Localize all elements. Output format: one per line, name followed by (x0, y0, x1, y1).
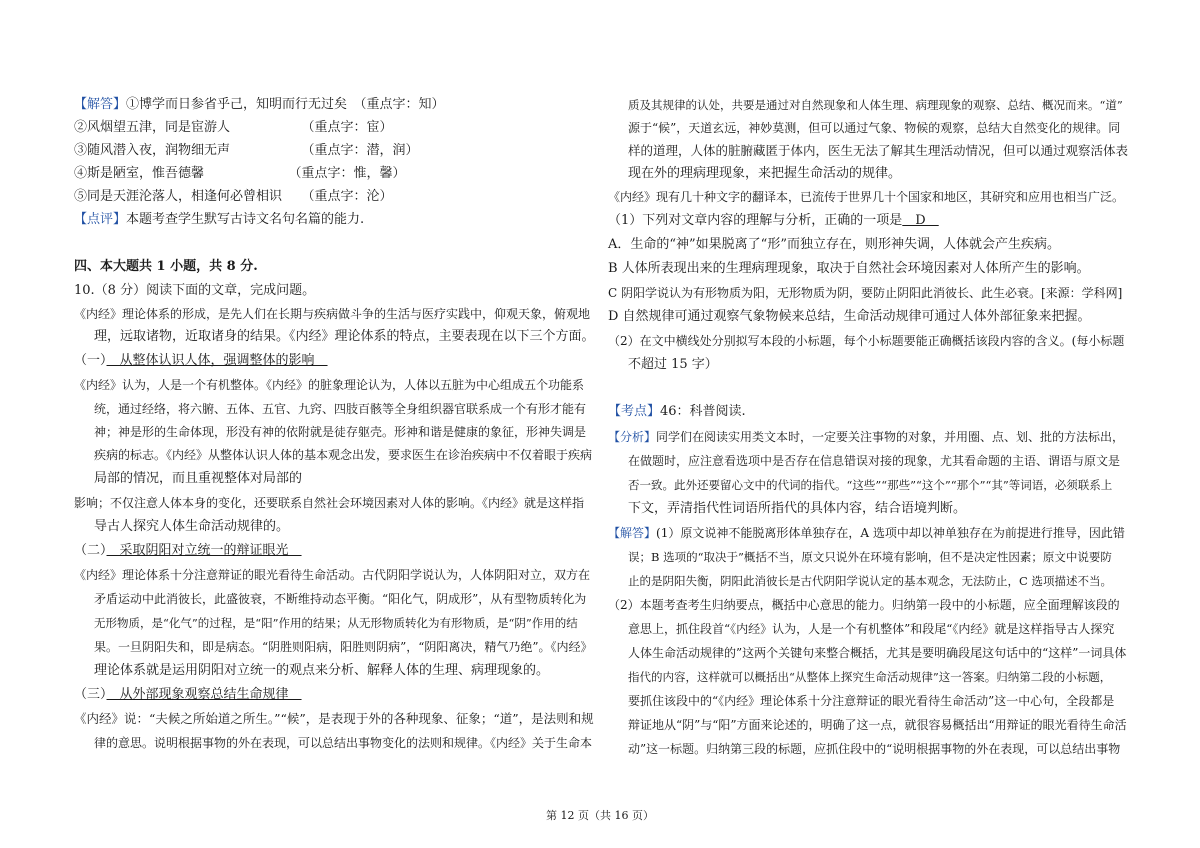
para2-line4: 疾病的标志。《内经》从整体认识人体的基本观念出发，要求医生在诊治疾病中不仅着眼于疾病 (94, 448, 593, 462)
para2-line1: 《内经》认为，人是一个有机整体。《内经》的脏象理论认为，人体以五脏为中心组成五个功能系 (74, 378, 585, 392)
solution-line-6: 人体生命活动规律的”这两个关键句来整合概括，尤其是要明确段尾这句话中的“这样”一词具体 (628, 646, 1127, 660)
analysis-line-4: 下文，弄清指代性词语所指代的具体内容，结合语境判断。 (628, 501, 967, 516)
cont-line-2: 源于“候”，天道玄远，神妙莫测，但可以通过气象、物候的观察，总结大自然变化的规律。同 (628, 121, 1121, 135)
comment-tag: 【点评】 (74, 212, 127, 227)
para1-line2: 理，远取诸物，近取诸身的结果。《内经》理论体系的特点，主要表现在以下三个方面。 (94, 329, 595, 344)
blank-2: 采取阴阳对立统一的辩证眼光 (106, 543, 302, 558)
para2-line6: 影响；不仅注意人体本身的变化，还要联系自然社会环境因素对人体的影响。《内经》就是这样指 (74, 496, 585, 510)
analysis-line-1: 【分析】同学们在阅读实用类文本时，一定要关注事物的对象，并用圈、点、划、批的方法标出， (608, 430, 1125, 444)
solution-line-1: 【解答】(1）原文说神不能脱离形体单独存在，A 选项中却以神单独存在为前提进行推导，因此错 (608, 526, 1125, 540)
option-a: A．生命的“神”如果脱离了“形”而独立存在，则形神失调，人体就会产生疾病。 (608, 237, 1060, 252)
para3-line1: 《内经》理论体系十分注意辩证的眼光看待生命活动。古代阴阳学说认为，人体阴阳对立，双方在 (74, 568, 591, 582)
option-b: B 人体所表现出来的生理病理现象，取决于自然社会环境因素对人体所产生的影响。 (608, 261, 1090, 276)
heading-1: （一） 从整体认识人体，强调整体的影响 (74, 353, 328, 368)
kaodian-line: 【考点】46：科普阅读. (608, 404, 746, 419)
answer-line-2: ②风烟望五津，同是宦游人 （重点字：宦） (74, 120, 393, 135)
para4-line2: 律的意思。说明根据事物的外在表现，可以总结出事物变化的法则和规律。《内经》关于生命本 (94, 736, 593, 750)
para3-line4: 果。一旦阴阳失和，即是病态。“阴胜则阳病，阳胜则阴病”，“阴阳离决，精气乃绝”。《内经》 (94, 640, 593, 654)
kaodian-tag: 【考点】 (608, 404, 661, 419)
blank-3: 从外部现象观察总结生命规律 (106, 687, 302, 702)
section-title: 四、本大题共 1 小题，共 8 分. (74, 259, 258, 274)
solution-line-8: 要抓住该段中的“《内经》理论体系十分注意辩证的眼光看待生命活动”这一中心句，全段都是 (628, 694, 1115, 708)
analysis-line-2: 在做题时，应注意看选项中是否存在信息错误对接的现象，尤其看命题的主语、谓语与原文是 (628, 454, 1121, 468)
solution-line-3: 止的是阴阳失衡，阴阳此消彼长是古代阴阳学说认定的基本观念，无法防止，C 选项描述不当。 (628, 574, 1112, 588)
answer-tag: 【解答】 (74, 97, 127, 112)
para3-line2: 矛盾运动中此消彼长，此盛彼衰，不断维持动态平衡。“阳化气，阴成形”，从有型物质转化为 (94, 592, 587, 606)
sub-question-2-line2: 不超过 15 字） (628, 357, 718, 372)
answer-line-5: ⑤同是天涯沦落人，相逢何必曾相识 （重点字：沦） (74, 189, 393, 204)
blank-1: 从整体认识人体，强调整体的影响 (106, 353, 328, 368)
solution-line-9: 辩证地从“阴”与“阳”方面来论述的，明确了这一点，就很容易概括出“用辩证的眼光看待生命活 (628, 718, 1127, 732)
answer-line-4: ④斯是陋室，惟吾德馨 （重点字：惟，馨） (74, 166, 406, 181)
solution-line-7: 指代的内容，这样就可以概括出“从整体上探究生命活动规律”这一答案。归纳第二段的小标题， (628, 670, 1112, 684)
solution-line-5: 意思上，抓住段首“《内经》认为，人是一个有机整体”和段尾“《内经》就是这样指导古人探究 (628, 622, 1115, 636)
sub-question-1: （1）下列对文章内容的理解与分析，正确的一项是 D (608, 213, 939, 228)
question-10: 10.（8 分）阅读下面的文章，完成问题。 (74, 283, 316, 298)
heading-3: （三） 从外部现象观察总结生命规律 (74, 687, 302, 702)
para1-line1: 《内经》理论体系的形成，是先人们在长期与疾病做斗争的生活与医疗实践中，仰观天象，俯观地 (74, 307, 591, 321)
cont-line-1: 质及其规律的认处，共要是通过对自然现象和人体生理、病理现象的观察、总结、概况而来。“道” (628, 98, 1123, 112)
solution-line-10: 动”这一标题。归纳第三段的标题，应抓住段中的“说明根据事物的外在表现，可以总结出事物 (628, 742, 1121, 756)
cont-line-5: 《内经》现有几十种文字的翻译本，已流传于世界几十个国家和地区，其研究和应用也相当广泛。 (608, 190, 1125, 204)
answer-line-1: 【解答】①博学而日参省乎己，知明而行无过矣 （重点字：知） (74, 97, 445, 112)
solution-line-4: （2）本题考查考生归纳要点，概括中心意思的能力。归纳第一段中的小标题，应全面理解该段的 (608, 598, 1120, 612)
cont-line-3: 样的道理，人体的脏腑藏匿于体内，医生无法了解其生理活动情况，但可以通过观察活体表 (628, 143, 1129, 158)
solution-line-2: 误；B 选项的“取决于”概括不当，原文只说外在环境有影响，但不是决定性因素；原文中说要防 (628, 550, 1112, 564)
heading-2: （二） 采取阴阳对立统一的辩证眼光 (74, 543, 302, 558)
cont-line-4: 现在外的理病理现象，来把握生命活动的规律。 (628, 166, 902, 181)
para2-line2: 统，通过经络，将六腑、五体、五官、九窍、四肢百骸等全身组织器官联系成一个有形才能有 (94, 402, 587, 416)
para3-line5: 理论体系就是运用阴阳对立统一的观点来分析、解释人体的生理、病理现象的。 (94, 663, 550, 678)
para4-line1: 《内经》说：“夫候之所始道之所生。”“候”，是表现于外的各种现象、征象；“道”，是法则和规 (74, 711, 594, 726)
sub-question-2-line1: （2）在文中横线处分别拟写本段的小标题，每个小标题要能正确概括该段内容的含义。(每小标题 (608, 334, 1125, 348)
para2-line3: 神；神是形的生命体现，形没有神的依附就是徒存躯壳。形神和谐是健康的象征，形神失调是 (94, 425, 587, 439)
option-d: D 自然规律可通过观察气象物候来总结，生命活动规律可通过人体外部征象来把握。 (608, 309, 1091, 324)
analysis-tag: 【分析】 (608, 430, 657, 444)
option-c: C 阴阳学说认为有形物质为阳，无形物质为阴，要防止阴阳此消彼长、此生必衰。[来源：学科网] (608, 286, 1123, 300)
comment-line: 【点评】本题考查学生默写古诗文名句名篇的能力. (74, 212, 365, 227)
page-footer: 第 12 页（共 16 页） (546, 809, 654, 822)
para2-line5: 局部的情况，而且重视整体对局部的 (94, 471, 303, 486)
para3-line3: 无形物质，是“化气”的过程，是“阳”作用的结果；从无形物质转化为有形物质，是“阴”作用的结 (94, 616, 578, 630)
para2-line7: 导古人探究人体生命活动规律的。 (94, 519, 290, 534)
answer-line-3: ③随风潜入夜，润物细无声 （重点字：潜，润） (74, 143, 419, 158)
answer-blank: D (902, 213, 939, 228)
analysis-line-3: 否一致。此外还要留心文中的代词的指代。“这些”“那些”“这个”“那个”“其”等词语，必须联系上 (628, 478, 1113, 492)
solution-tag: 【解答】 (608, 526, 657, 540)
